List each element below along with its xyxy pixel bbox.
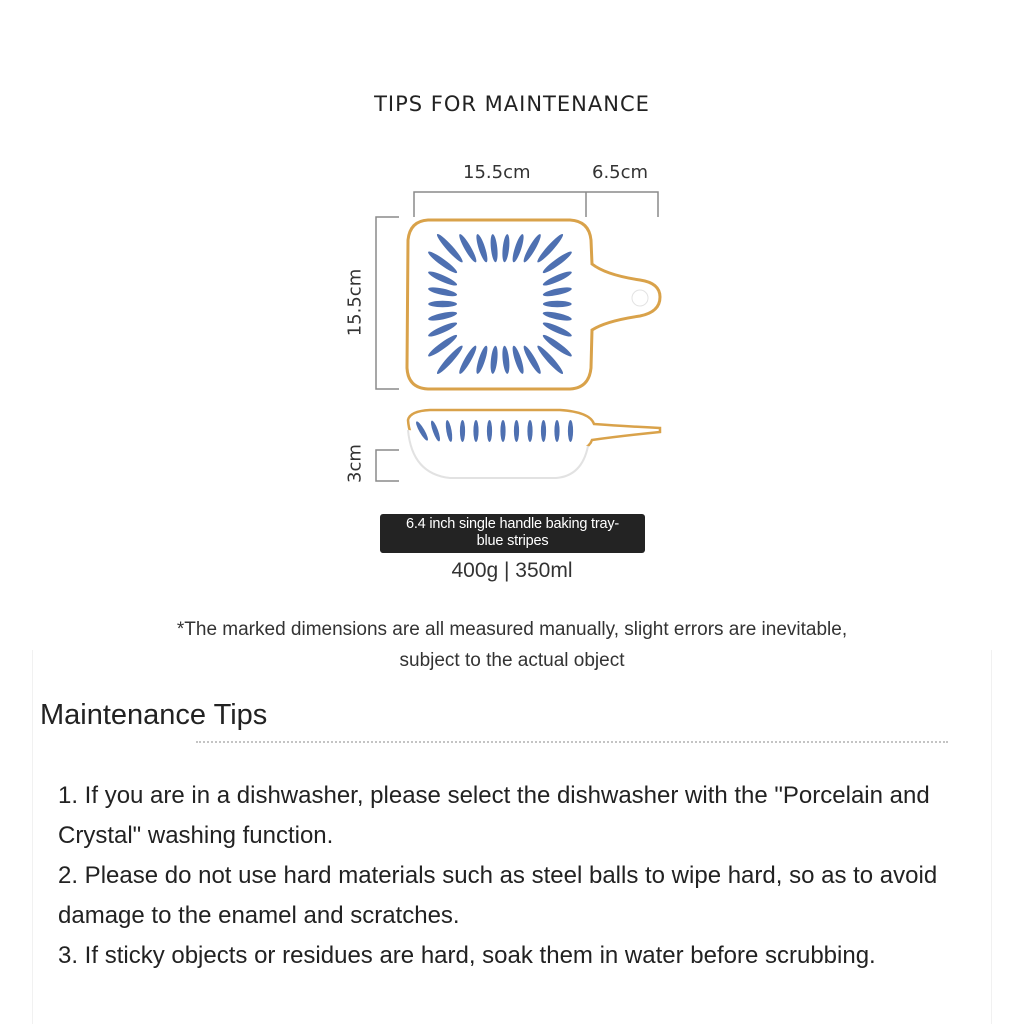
dotted-divider (196, 741, 948, 743)
product-name-label (380, 514, 645, 553)
side-stripe-stroke (460, 420, 465, 442)
product-name-line1: 6.4 inch single handle baking tray- (405, 516, 620, 532)
side-stripe-stroke (514, 420, 519, 442)
product-specs: 400g | 350ml (451, 559, 573, 582)
page-heading: TIPS FOR MAINTENANCE (374, 92, 650, 116)
maintenance-tips-list (58, 776, 988, 976)
side-stripe-stroke (554, 420, 559, 442)
tray-side-view (408, 410, 660, 478)
side-stripe-stroke (541, 420, 546, 442)
side-stripe-stroke (500, 420, 505, 442)
tip-item: 2. Please do not use hard materials such as steel balls to wipe hard, so as to avoid damage to the enamel and scratches. (58, 862, 938, 929)
product-name-line2: blue stripes (476, 533, 549, 549)
length-dimension-label: 15.5cm (344, 268, 366, 337)
side-stripe-stroke (527, 420, 532, 442)
disclaimer-line2: subject to the actual object (399, 650, 625, 671)
maintenance-title: Maintenance Tips (40, 699, 268, 731)
stripe-stroke (543, 301, 572, 307)
tip-item: 3. If sticky objects or residues are hard, soak them in water before scrubbing. (58, 942, 876, 969)
tip-item: 1. If you are in a dishwasher, please select the dishwasher with the "Porcelain and Crystal" washing function. (58, 782, 930, 849)
width-dimension-label: 15.5cm (463, 162, 531, 183)
side-stripe-stroke (473, 420, 478, 442)
side-stripe-stroke (568, 420, 573, 442)
stripe-stroke (428, 301, 457, 307)
side-stripe-stroke (487, 420, 492, 442)
handle-dimension-label: 6.5cm (592, 162, 649, 183)
disclaimer-line1: *The marked dimensions are all measured manually, slight errors are inevitable, (176, 619, 848, 640)
handle-hole (632, 290, 648, 306)
height-dimension-label: 3cm (344, 444, 366, 483)
tray-top-view (407, 220, 660, 389)
